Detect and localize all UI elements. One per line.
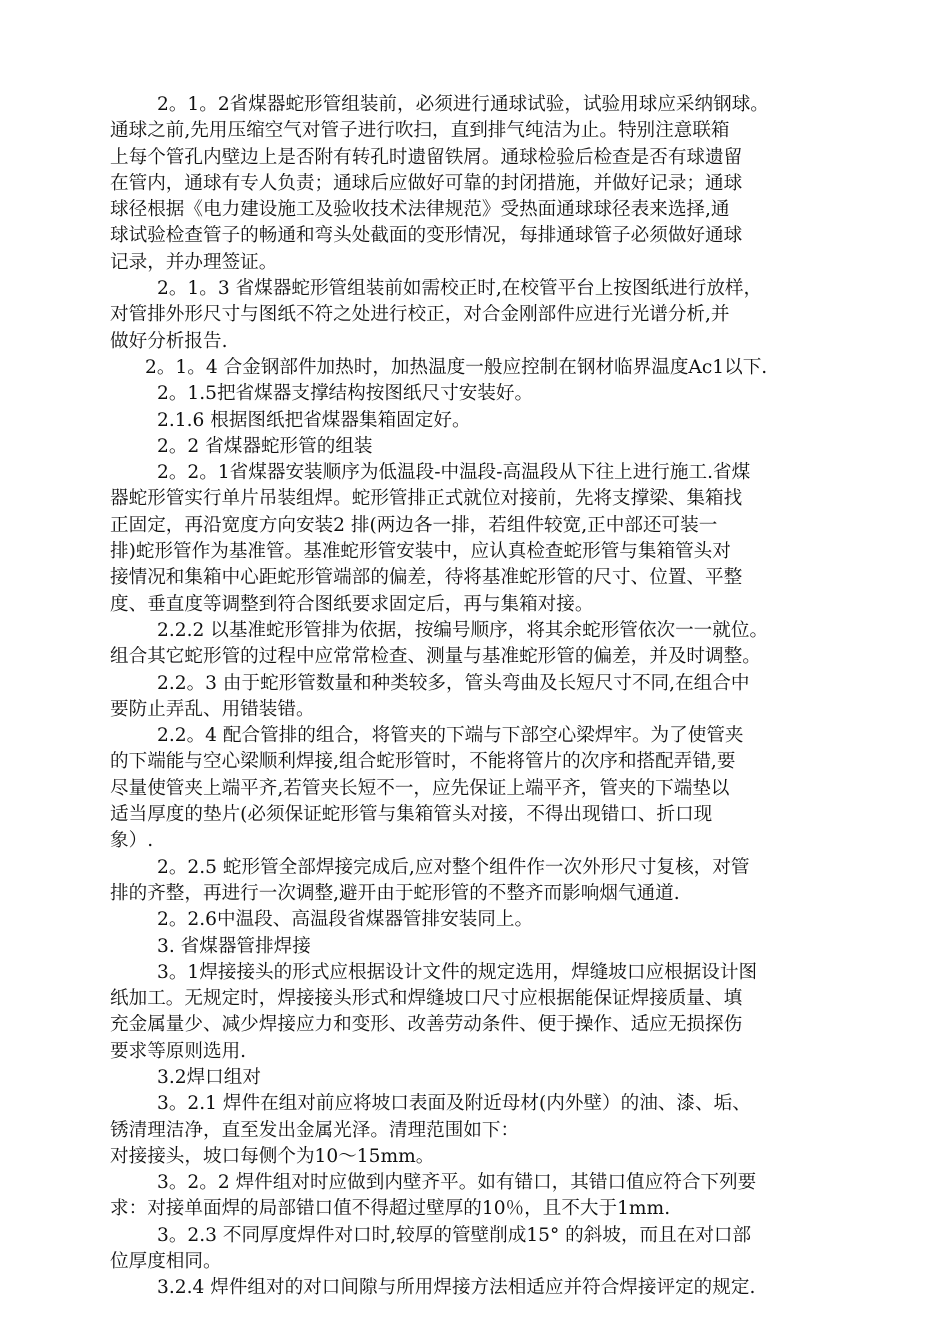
text-line: 3. 省煤器管排焊接 xyxy=(157,935,311,957)
text-line: 3。2.1 焊件在组对前应将坡口表面及附近母材(内外壁）的油、漆、垢、 xyxy=(157,1093,751,1115)
text-line: 纸加工。无规定时，焊接接头形式和焊缝坡口尺寸应根据能保证焊接质量、填 xyxy=(110,988,743,1010)
text-line: 3。2.3 不同厚度焊件对口时,较厚的管壁削成15° 的斜坡，而且在对口部 xyxy=(157,1224,752,1246)
document-body xyxy=(110,92,885,1302)
text-line: 2。2.5 蛇形管全部焊接完成后,应对整个组件作一次外形尺寸复核，对管 xyxy=(157,856,750,878)
text-line: 2。1。4 合金钢部件加热时，加热温度一般应控制在钢材临界温度Ac1以下. xyxy=(145,356,768,378)
text-line: 组合其它蛇形管的过程中应常常检查、测量与基准蛇形管的偏差，并及时调整。 xyxy=(110,646,761,668)
text-line: 对接接头，坡口每侧个为10～15mm。 xyxy=(110,1145,435,1167)
text-line: 适当厚度的垫片(必须保证蛇形管与集箱管头对接，不得出现错口、折口现 xyxy=(110,804,713,826)
text-line: 要求等原则选用. xyxy=(110,1040,247,1062)
text-line: 2.2.2 以基准蛇形管排为依据，按编号顺序，将其余蛇形管依次一一就位。 xyxy=(157,619,769,641)
text-line: 排的齐整，再进行一次调整,避开由于蛇形管的不整齐而影响烟气通道. xyxy=(110,882,680,904)
text-line: 求：对接单面焊的局部错口值不得超过壁厚的10％，且不大于1mm. xyxy=(110,1198,671,1220)
text-line: 2。1.5把省煤器支撑结构按图纸尺寸安装好。 xyxy=(157,383,534,405)
text-line: 接情况和集箱中心距蛇形管端部的偏差，待将基准蛇形管的尺寸、位置、平整 xyxy=(110,567,743,589)
text-line: 要防止弄乱、用错装错。 xyxy=(110,698,315,720)
text-line: 锈清理洁净，直至发出金属光泽。清理范围如下： xyxy=(110,1119,520,1141)
text-line: 记录，并办理签证。 xyxy=(110,251,278,273)
text-line: 3.2.4 焊件组对的对口间隙与所用焊接方法相适应并符合焊接评定的规定. xyxy=(157,1277,756,1299)
text-line: 尽量使管夹上端平齐,若管夹长短不一，应先保证上端平齐，管夹的下端垫以 xyxy=(110,777,730,799)
text-line: 3。1焊接接头的形式应根据设计文件的规定选用，焊缝坡口应根据设计图 xyxy=(157,961,758,983)
text-line: 3。2。2 焊件组对时应做到内壁齐平。如有错口，其错口值应符合下列要 xyxy=(157,1172,757,1194)
text-line: 正固定，再沿宽度方向安装2 排(两边各一排，若组件较宽,正中部还可装一 xyxy=(110,514,718,536)
text-line: 2。1。3 省煤器蛇形管组装前如需校正时,在校管平台上按图纸进行放样， xyxy=(157,278,763,300)
text-line: 度、垂直度等调整到符合图纸要求固定后，再与集箱对接。 xyxy=(110,593,594,615)
text-line: 2.1.6 根据图纸把省煤器集箱固定好。 xyxy=(157,409,471,431)
text-line: 位厚度相同。 xyxy=(110,1251,222,1273)
text-line: 2。2.6中温段、高温段省煤器管排安装同上。 xyxy=(157,909,534,931)
text-line: 排)蛇形管作为基准管。基准蛇形管安装中，应认真检查蛇形管与集箱管头对 xyxy=(110,541,731,563)
text-line: 2.2。3 由于蛇形管数量和种类较多，管头弯曲及长短尺寸不同,在组合中 xyxy=(157,672,750,694)
text-line: 在管内，通球有专人负责；通球后应做好可靠的封闭措施，并做好记录；通球 xyxy=(110,172,743,194)
text-line: 3.2焊口组对 xyxy=(157,1066,261,1088)
text-line: 2.2。4 配合管排的组合，将管夹的下端与下部空心梁焊牢。为了使管夹 xyxy=(157,725,744,747)
text-line: 球试验检查管子的畅通和弯头处截面的变形情况，每排通球管子必须做好通球 xyxy=(110,225,743,247)
text-line: 2。2 省煤器蛇形管的组装 xyxy=(157,435,373,457)
text-line: 2。1。2省煤器蛇形管组装前，必须进行通球试验，试验用球应采纳钢球。 xyxy=(157,94,769,115)
text-line: 2。2。1省煤器安装顺序为低温段-中温段-高温段从下往上进行施工.省煤 xyxy=(157,462,751,484)
text-line: 象）. xyxy=(110,830,154,852)
text-line: 充金属量少、减少焊接应力和变形、改善劳动条件、便于操作、适应无损探伤 xyxy=(110,1014,743,1036)
text-line: 器蛇形管实行单片吊装组焊。蛇形管排正式就位对接前，先将支撑梁、集箱找 xyxy=(110,488,743,510)
text-line: 对管排外形尺寸与图纸不符之处进行校正，对合金刚部件应进行光谱分析,并 xyxy=(110,304,730,326)
text-line: 上每个管孔内壁边上是否附有转孔时遗留铁屑。通球检验后检查是否有球遗留 xyxy=(110,146,743,168)
text-line: 球径根据《电力建设施工及验收技术法律规范》受热面通球球径表来选择,通 xyxy=(110,199,730,221)
text-line: 的下端能与空心梁顺利焊接,组合蛇形管时，不能将管片的次序和搭配弄错,要 xyxy=(110,751,736,773)
text-line: 通球之前,先用压缩空气对管子进行吹扫，直到排气纯洁为止。特别注意联箱 xyxy=(110,120,730,142)
text-line: 做好分析报告. xyxy=(110,330,228,352)
